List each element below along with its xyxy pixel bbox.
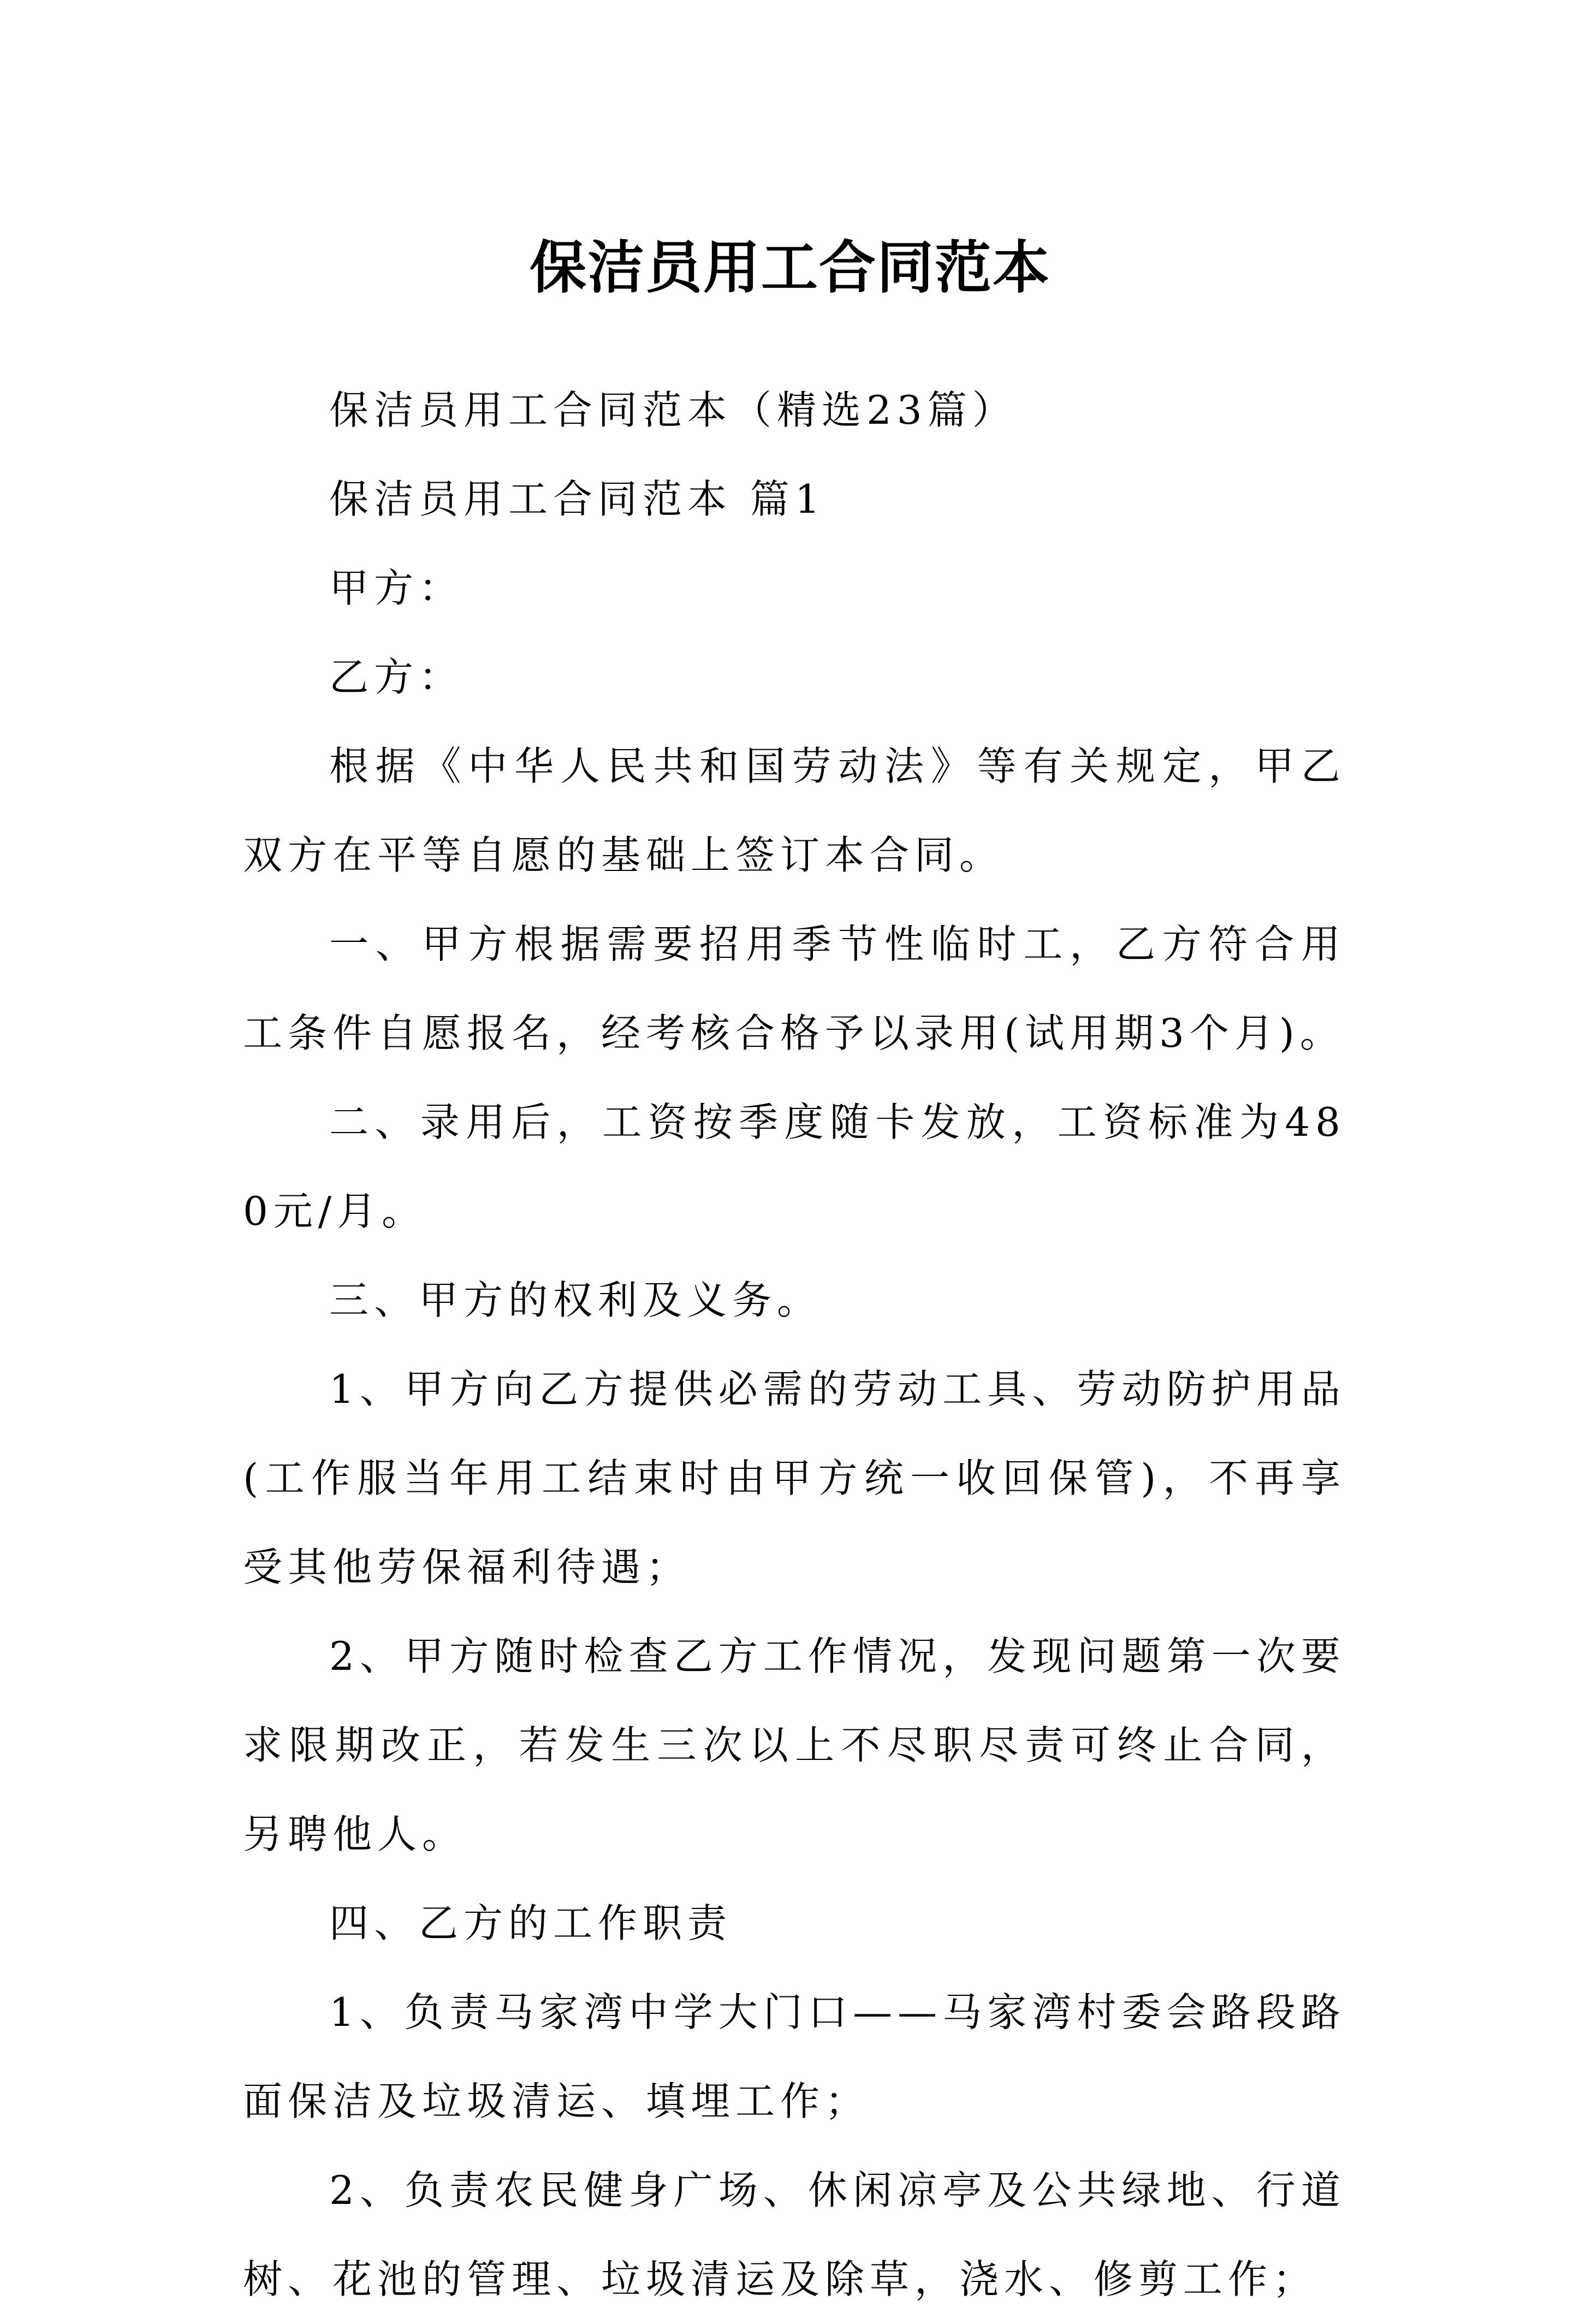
paragraph-clause-2: 二、录用后，工资按季度随卡发放，工资标准为480元/月。 <box>243 1099 1346 1234</box>
paragraph-section-heading: 保洁员用工合同范本 篇1 <box>329 476 825 522</box>
paragraph-clause-4-item-2: 2、负责农民健身广场、休闲凉亭及公共绿地、行道树、花池的管理、垃圾清运及除草，浇水、修剪工作； <box>243 2167 1346 2302</box>
paragraph-subtitle: 保洁员用工合同范本（精选23篇） <box>329 387 1017 433</box>
paragraph-party-b: 乙方： <box>329 654 464 700</box>
paragraph-clause-3-item-1: 1、甲方向乙方提供必需的劳动工具、劳动防护用品(工作服当年用工结束时由甲方统一收回保管)，不再享受其他劳保福利待遇； <box>243 1366 1346 1590</box>
paragraph-clause-4-item-1: 1、负责马家湾中学大门口——马家湾村委会路段路面保洁及垃圾清运、填埋工作； <box>243 1989 1346 2124</box>
document-title: 保洁员用工合同范本 <box>529 233 1050 301</box>
paragraph-preamble: 根据《中华人民共和国劳动法》等有关规定，甲乙双方在平等自愿的基础上签订本合同。 <box>243 743 1346 878</box>
document-body <box>243 366 1346 2324</box>
paragraph-clause-4-heading: 四、乙方的工作职责 <box>329 1900 733 1946</box>
paragraph-clause-1: 一、甲方根据需要招用季节性临时工，乙方符合用工条件自愿报名，经考核合格予以录用(试用期3个月)。 <box>243 921 1346 1056</box>
paragraph-party-a: 甲方： <box>329 565 464 611</box>
paragraph-clause-3-heading: 三、甲方的权利及义务。 <box>329 1277 822 1323</box>
paragraph-clause-3-item-2: 2、甲方随时检查乙方工作情况，发现问题第一次要求限期改正，若发生三次以上不尽职尽责可终止合同，另聘他人。 <box>243 1633 1346 1857</box>
